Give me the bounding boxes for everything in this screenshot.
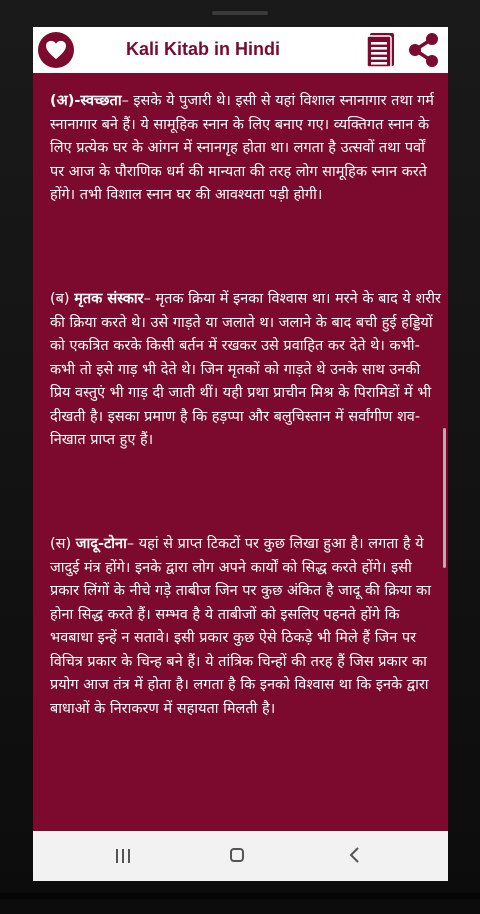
paragraph-heading: जादू-टोना [75,536,127,552]
home-icon[interactable] [230,848,244,862]
paragraph-prefix: (स) [50,536,76,552]
paragraph-text: – मृतक क्रिया में इनका विश्वास था। मरने के बाद ये शरीर की क्रिया करते थे। उसे गाड़ते या जलाते थ। जलाने के बाद बची हुई हड्डियों को एकत्रित करके किसी बर्तन में रखकर उसे प्रवाहित कर देते थे। कभी-कभी तो इसे गाड़ भी देते थे। जिन मृतकों को गाड़ते थे उनके साथ उनकी प्रिय वस्तुएं भी गाड़ दी जाती थीं। यही प्रथा प्राचीन मिश्र के पिरामिडों में भी दीखती है। इसका प्रमाण है कि हड़प्पा और बलुचिस्तान में सर्वांगीण शव-निखात प्राप्त हुए हैं। [50,291,441,448]
paragraph-prefix: (ब) [50,291,75,307]
paragraph-text: – इसके ये पुजारी थे। इसी से यहां विशाल स्नानागार तथा गर्म स्नानागार बने हैं। ये सामूहिक स्नान के लिए बनाए गए। व्यक्तिगत स्नान के लिए प्रत्येक घर के आंगन में स्नानगृह होता था। लगता है उत्सवों तथा पर्वों पर आज के पौराणिक धर्म की मान्यता की तरह लोग सामूहिक स्नान करते होंगे। तभी विशाल स्नान घर की आवश्यता पड़ी होगी। [50,93,434,203]
speaker-grille [212,11,268,15]
paragraph-magic [50,533,442,721]
paragraph-text: – यहां से प्राप्त टिकटों पर कुछ लिखा हुआ है। लगता है ये जादुई मंत्र होंगे। इनके द्वारा लोग अपने कार्यों को सिद्ध करते होंगे। इसी प्रकार लिंगों के नीचे गड़े ताबीज जिन पर कुछ अंकित है जादू की क्रिया का होना सिद्ध करते हैं। सम्भव है ये ताबीजों को इसलिए पहनते होंगे कि भवबाधा इन्हें न सतावे। इसी प्रकार कुछ ऐसे ठिकड़े भी मिले हैं जिन पर विचित्र प्रकार के चिन्ह बने हैं। ये तांत्रिक चिन्हों की तरह हैं जिस प्रकार का प्रयोग आज तंत्र में होता है। लगता है कि इनको विश्वास था कि इनके द्वारा बाधाओं के निराकरण में सहायता मिलती है। [50,536,432,717]
back-icon[interactable] [348,847,360,863]
screen [33,27,448,881]
app-title: Kali Kitab in Hindi [125,39,280,59]
paragraph-heading: मृतक संस्कार [74,291,144,307]
recents-icon[interactable] [115,849,131,863]
share-icon[interactable] [407,32,441,68]
heart-icon [45,40,67,60]
paragraph-cleanliness [50,90,442,208]
favorite-button[interactable] [38,32,74,68]
bottom-bezel-strip [0,893,480,899]
scrollbar-thumb[interactable] [443,428,446,568]
system-nav-bar [33,831,448,881]
article-content[interactable] [33,73,448,831]
paragraph-heading: (अ)-स्वच्छता [50,93,122,109]
document-icon[interactable] [366,32,398,68]
app-bar [33,27,448,73]
paragraph-funeral-rites [50,288,442,453]
